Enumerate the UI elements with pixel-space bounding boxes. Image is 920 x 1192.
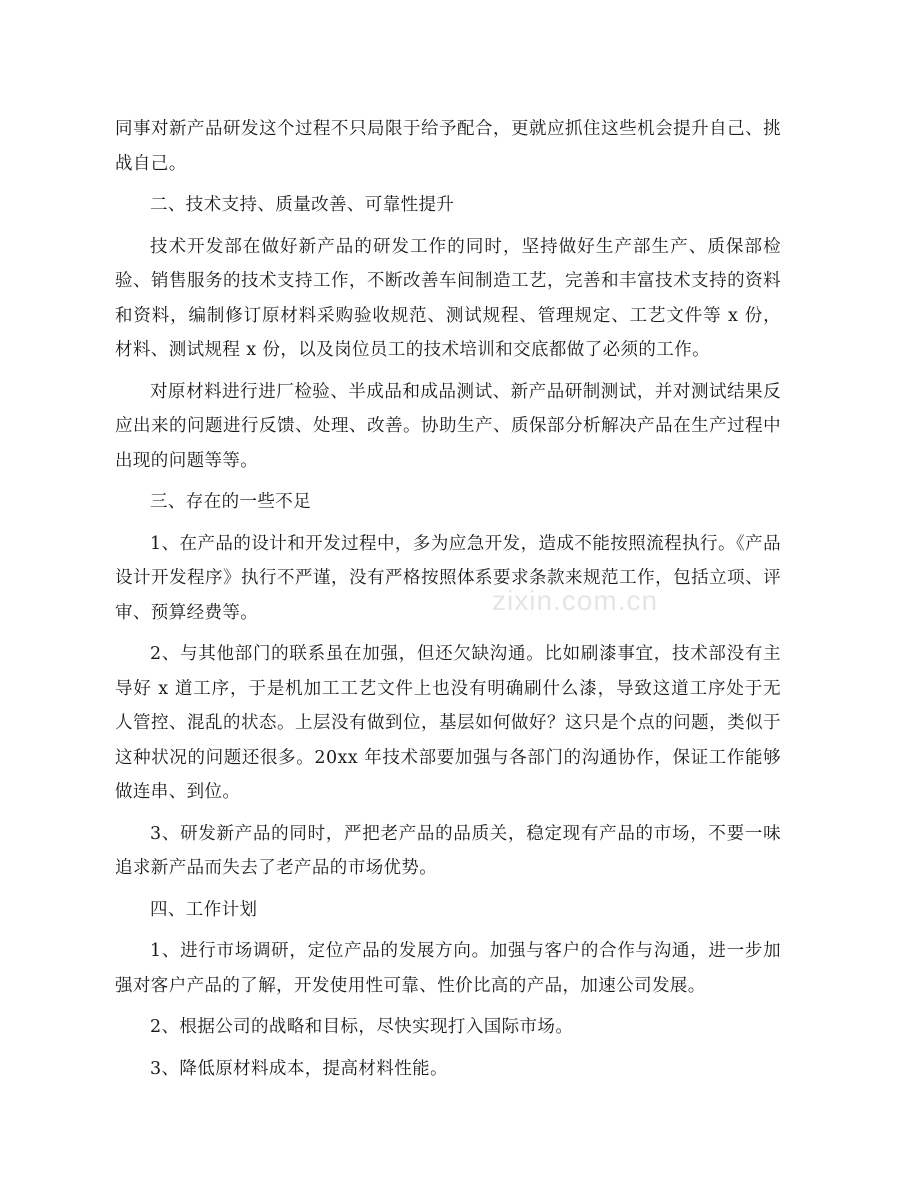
paragraph-plan-3: 3、降低原材料成本，提高材料性能。 [150,1058,448,1079]
document-body [115,112,781,1093]
paragraph-shortcoming-1: 1、在产品的设计和开发过程中，多为应急开发，造成不能按照流程执行。《产品设计开发程序》执行不严谨，没有严格按照体系要求条款来规范工作，包括立项、评审、预算经费等。 [115,533,781,623]
watermark-text: zixin.com.cn [492,585,659,616]
paragraph-material-inspection: 对原材料进行进厂检验、半成品和成品测试、新产品研制测试，并对测试结果反应出来的问题进行反馈、处理、改善。协助生产、质保部分析解决产品在生产过程中出现的问题等等。 [115,381,781,471]
paragraph-plan-1: 1、进行市场调研，定位产品的发展方向。加强与客户的合作与沟通，进一步加强对客户产品的了解，开发使用性可靠、性价比高的产品，加速公司发展。 [115,941,781,996]
paragraph-technical-support: 技术开发部在做好新产品的研发工作的同时，坚持做好生产部生产、质保部检验、销售服务的技术支持工作，不断改善车间制造工艺，完善和丰富技术支持的资料和资料，编制修订原材料采购验收规范、测试规程、管理规定、工艺文件等 x 份，材料、测试规程 x 份，以及岗位员工的技术培训和交底都做了必须的工作。 [115,236,781,360]
paragraph-continuation: 同事对新产品研发这个过程不只局限于给予配合，更就应抓住这些机会提升自己、挑战自己。 [115,119,781,174]
paragraph-shortcoming-2: 2、与其他部门的联系虽在加强，但还欠缺沟通。比如刷漆事宜，技术部没有主导好 x 道工序，于是机加工工艺文件上也没有明确刷什么漆，导致这道工序处于无人管控、混乱的状态。上层没有做到位，基层如何做好？这只是个点的问题，类似于这种状况的问题还很多。20xx 年技术部要加强与各部门的沟通协作，保证工作能够做连串、到位。 [115,644,781,802]
paragraph-shortcoming-3: 3、研发新产品的同时，严把老产品的品质关，稳定现有产品的市场，不要一味追求新产品而失去了老产品的市场优势。 [115,823,781,878]
section-heading-work-plan: 四、工作计划 [150,899,258,920]
section-heading-shortcomings: 三、存在的一些不足 [150,492,312,512]
section-heading-technical-support: 二、技术支持、质量改善、可靠性提升 [150,195,455,215]
paragraph-plan-2: 2、根据公司的战略和目标，尽快实现打入国际市场。 [150,1017,574,1037]
